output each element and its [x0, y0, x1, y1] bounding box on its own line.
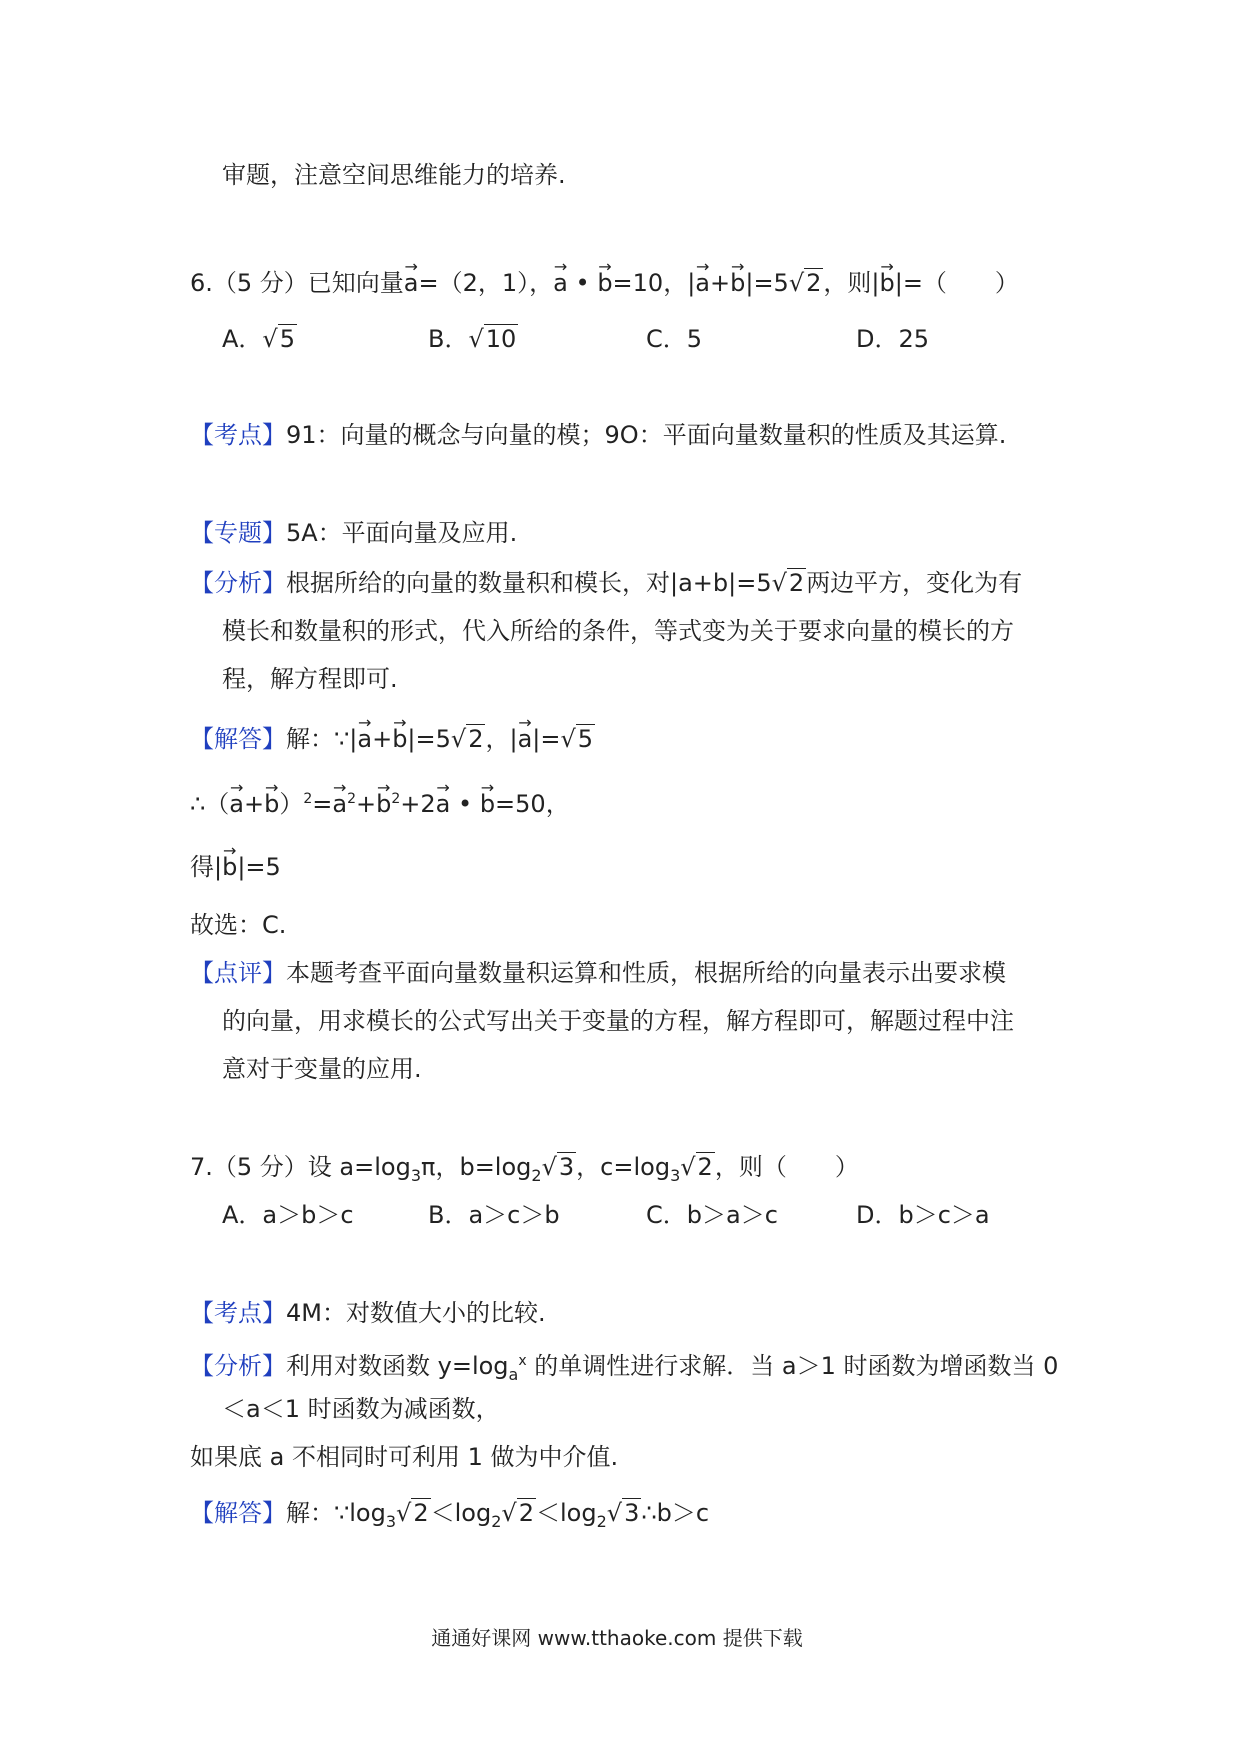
log-base: 2 — [531, 1165, 542, 1185]
radicand: 5 — [577, 725, 594, 753]
q6-stem-part: | — [687, 269, 696, 297]
log-base: 3 — [385, 1511, 397, 1531]
q6-stem — [190, 268, 1019, 298]
radicand: 2 — [468, 725, 484, 753]
vector-b: → b — [880, 268, 895, 298]
q6-option-a — [222, 324, 297, 354]
option-letter: C． — [646, 325, 687, 353]
q6-option-b — [428, 324, 518, 354]
jieda-text: |= — [532, 725, 561, 753]
fenxi-text: 程，解方程即可. — [222, 665, 398, 693]
zhuanti-tag: 【专题】 — [190, 519, 286, 547]
q6-jieda-line-3 — [190, 852, 281, 882]
jieda-text: ） — [279, 790, 304, 818]
sqrt-symbol: √3 — [606, 1499, 640, 1527]
jieda-text: ＜log — [430, 1499, 492, 1527]
page-footer — [0, 1622, 1234, 1651]
vector-a: → a — [553, 268, 568, 298]
q6-stem-part: ，则| — [823, 269, 880, 297]
q7-kaodian — [190, 1298, 546, 1328]
jieda-text: ＜log — [535, 1499, 597, 1527]
jieda-text: ，| — [485, 725, 518, 753]
option-text: a＞b＞c — [262, 1201, 354, 1229]
option-text: a＞c＞b — [468, 1201, 560, 1229]
sqrt-symbol: √2 — [501, 1499, 534, 1527]
jieda-text: = — [312, 790, 333, 818]
option-text: 25 — [898, 325, 930, 353]
option-text: 5 — [686, 325, 703, 353]
jieda-text: =50， — [495, 790, 570, 818]
q7-option-a — [222, 1200, 354, 1230]
sqrt-symbol: √5 — [262, 325, 295, 353]
q6-stem-part: =10， — [612, 269, 688, 297]
log-base: a — [508, 1364, 519, 1384]
vector-b: → b — [730, 268, 745, 298]
radicand: 2 — [413, 1499, 429, 1527]
kaodian-text: 91：向量的概念与向量的模；9O：平面向量数量积的性质及其运算. — [286, 421, 1007, 449]
q7-fenxi-line-2 — [222, 1394, 500, 1424]
log-base: 3 — [670, 1165, 681, 1185]
continuation-line — [222, 160, 566, 190]
option-letter: B． — [428, 1201, 469, 1229]
dot-operator: • — [567, 269, 598, 297]
vector-b: → b — [480, 789, 495, 819]
dianping-text: 本题考查平面向量数量积运算和性质，根据所给的向量表示出要求模 — [286, 959, 1006, 987]
option-letter: D． — [856, 325, 899, 353]
q7-option-c — [646, 1200, 778, 1230]
option-letter: C． — [646, 1201, 687, 1229]
log-base: 2 — [491, 1511, 502, 1531]
jieda-text: + — [356, 790, 377, 818]
sqrt-symbol: √2 — [771, 569, 805, 597]
vector-b: → b — [222, 852, 237, 882]
vector-a: → a — [357, 724, 372, 754]
fenxi-text: 根据所给的向量的数量积和模长，对|a+b|=5 — [286, 569, 772, 597]
radicand: 3 — [624, 1499, 640, 1527]
q6-stem-part: |=5 — [745, 269, 789, 297]
plus-operator: + — [372, 725, 393, 753]
sqrt-symbol: √2 — [680, 1153, 713, 1181]
q7-fenxi-line-1 — [190, 1346, 1058, 1390]
exponent: 2 — [347, 791, 357, 807]
sqrt-symbol: √5 — [560, 725, 594, 753]
radicand: 2 — [788, 569, 805, 597]
radicand: 2 — [518, 1499, 534, 1527]
q7-jieda-line-1 — [190, 1498, 709, 1537]
footer-text: 通通好课网 www.tthaoke.com 提供下载 — [431, 1626, 803, 1650]
exponent: 2 — [303, 791, 313, 807]
q7-option-b — [428, 1200, 560, 1230]
fenxi-text: ＜a＜1 时函数为减函数， — [222, 1395, 500, 1423]
q6-jieda-line-2 — [190, 784, 570, 819]
kaodian-tag: 【考点】 — [190, 1299, 286, 1327]
vector-a: → a — [229, 789, 244, 819]
sqrt-symbol: √3 — [541, 1153, 575, 1181]
exponent: 2 — [391, 791, 401, 807]
q6-fenxi-line-3 — [222, 664, 398, 694]
fenxi-text: 如果底 a 不相同时可利用 1 做为中介值. — [190, 1443, 619, 1471]
radicand: 3 — [558, 1153, 575, 1181]
jieda-text: 得| — [190, 853, 223, 881]
option-letter: B． — [428, 325, 469, 353]
q6-dianping-line-3 — [222, 1054, 422, 1084]
option-letter: A． — [222, 325, 263, 353]
fenxi-text: 利用对数函数 y=log — [286, 1352, 509, 1380]
fenxi-text: 的单调性进行求解．当 a＞1 时函数为增函数当 0 — [526, 1352, 1059, 1380]
radicand: 5 — [279, 325, 295, 353]
q7-option-d — [856, 1200, 990, 1230]
jieda-tag: 【解答】 — [190, 1499, 286, 1527]
kaodian-tag: 【考点】 — [190, 421, 286, 449]
vector-b: → b — [264, 789, 279, 819]
vector-a: → a — [436, 789, 451, 819]
continuation-text: 审题，注意空间思维能力的培养. — [222, 161, 566, 189]
vector-a: → a — [332, 789, 347, 819]
vector-b: → b — [597, 268, 612, 298]
jieda-text: |=5 — [407, 725, 451, 753]
q6-stem-prefix: 6.（5 分）已知向量 — [190, 269, 404, 297]
vector-a: → a — [518, 724, 533, 754]
jieda-text: |=5 — [237, 853, 281, 881]
radicand: 2 — [806, 269, 822, 297]
vector-a: → a — [695, 268, 710, 298]
q6-kaodian — [190, 420, 1006, 450]
vector-a: → a — [404, 268, 419, 298]
q6-option-c — [646, 324, 702, 354]
plus-operator: + — [244, 790, 265, 818]
jieda-text: ∴b＞c — [641, 1499, 710, 1527]
log-base: 2 — [596, 1511, 607, 1531]
option-letter: D． — [856, 1201, 899, 1229]
q7-stem — [190, 1152, 859, 1191]
option-text: b＞a＞c — [686, 1201, 778, 1229]
jieda-text: +2 — [400, 790, 436, 818]
q6-jieda-line-4 — [190, 910, 286, 940]
q6-fenxi-line-1 — [190, 568, 1022, 598]
sqrt-symbol: √2 — [450, 725, 484, 753]
jieda-text: 解：∵| — [286, 725, 358, 753]
sqrt-symbol: √2 — [396, 1499, 429, 1527]
radicand: 2 — [697, 1153, 713, 1181]
q6-zhuanti — [190, 518, 517, 548]
sqrt-symbol: √2 — [788, 269, 822, 297]
q7-stem-text: π，b=log — [421, 1153, 532, 1181]
kaodian-text: 4M：对数值大小的比较. — [286, 1299, 546, 1327]
jieda-text: 故选：C. — [190, 911, 287, 939]
radicand: 10 — [485, 325, 517, 353]
vector-b: → b — [376, 789, 391, 819]
q7-stem-text: ，则（ ） — [714, 1153, 859, 1181]
fenxi-tag: 【分析】 — [190, 1352, 286, 1380]
fenxi-tag: 【分析】 — [190, 569, 286, 597]
exponent: x — [518, 1353, 527, 1369]
q7-stem-text: ，c=log — [576, 1153, 671, 1181]
plus-operator: + — [710, 269, 731, 297]
q6-dianping-line-2 — [222, 1006, 1014, 1036]
jieda-text: 解：∵log — [286, 1499, 386, 1527]
zhuanti-text: 5A：平面向量及应用. — [286, 519, 518, 547]
option-letter: A． — [222, 1201, 263, 1229]
q6-stem-part: |=（ ） — [894, 269, 1019, 297]
jieda-tag: 【解答】 — [190, 725, 286, 753]
dianping-text: 意对于变量的应用. — [222, 1055, 422, 1083]
vector-b: → b — [392, 724, 407, 754]
q6-stem-part: =（2，1）， — [418, 269, 554, 297]
option-text: b＞c＞a — [898, 1201, 990, 1229]
q7-fenxi-line-3 — [190, 1442, 618, 1472]
q6-dianping-line-1 — [190, 958, 1006, 988]
q6-option-d — [856, 324, 929, 354]
q6-fenxi-line-2 — [222, 616, 1014, 646]
log-base: 3 — [410, 1165, 422, 1185]
dot-operator: • — [450, 790, 480, 818]
dianping-text: 的向量，用求模长的公式写出关于变量的方程，解方程即可，解题过程中注 — [222, 1007, 1014, 1035]
fenxi-text: 两边平方，变化为有 — [806, 569, 1023, 597]
q6-jieda-line-1 — [190, 724, 595, 754]
jieda-text: ∴（ — [190, 790, 230, 818]
fenxi-text: 模长和数量积的形式，代入所给的条件，等式变为关于要求向量的模长的方 — [222, 617, 1014, 645]
sqrt-symbol: √10 — [468, 325, 517, 353]
dianping-tag: 【点评】 — [190, 959, 286, 987]
q7-stem-text: 7.（5 分）设 a=log — [190, 1153, 411, 1181]
